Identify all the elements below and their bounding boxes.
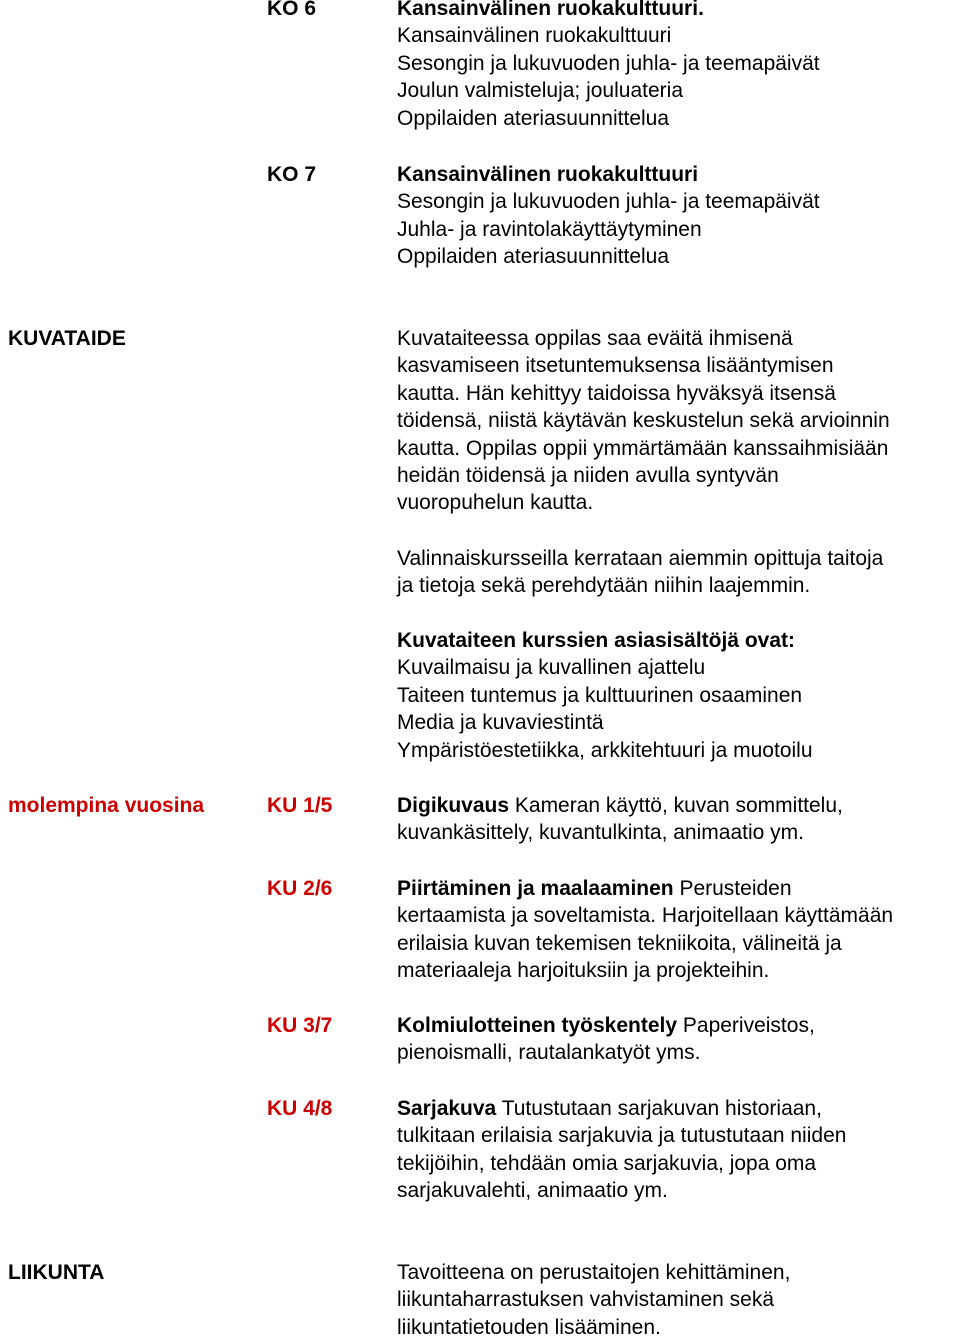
contents-item: Taiteen tuntemus ja kulttuurinen osaaminen	[397, 683, 803, 707]
course-text: Paperiveistos,	[677, 1014, 815, 1037]
course-ku4	[397, 1095, 846, 1205]
course-title: Kolmiulotteinen työskentely	[397, 1014, 678, 1037]
course-code-ku3: KU 3/7	[267, 1014, 333, 1037]
course-line	[397, 792, 843, 819]
course-line	[397, 1012, 815, 1039]
section-heading-liikunta: LIIKUNTA	[8, 1261, 105, 1284]
both-years-label: molempina vuosina	[8, 794, 205, 817]
course-text: Tutustutaan sarjakuvan historiaan,	[496, 1097, 822, 1120]
course-line: tekijöihin, tehdään omia sarjakuvia, jopa oma	[397, 1151, 817, 1175]
course-line: kertaamista ja soveltamista. Harjoitellaan käyttämään	[397, 904, 894, 928]
intro-line: vuoropuhelun kautta.	[397, 491, 594, 515]
ko7-content	[397, 161, 820, 271]
course-line: kuvankäsittely, kuvantulkinta, animaatio ym.	[397, 821, 804, 845]
liikunta-line: liikuntatietouden lisääminen.	[397, 1315, 661, 1339]
contents-item: Kuvailmaisu ja kuvallinen ajattelu	[397, 656, 706, 680]
kuvataide-contents	[397, 627, 813, 764]
kuvataide-intro	[397, 325, 890, 517]
elective-line: Valinnaiskursseilla kerrataan aiemmin opittuja taitoja	[397, 547, 884, 570]
elective-line: ja tietoja sekä perehdytään niihin laajemmin.	[397, 574, 811, 598]
course-line	[397, 875, 893, 902]
ko6-line: Kansainvälinen ruokakulttuuri	[397, 24, 672, 48]
section-heading-kuvataide: KUVATAIDE	[8, 327, 126, 350]
course-line: pienoismalli, rautalankatyöt yms.	[397, 1041, 701, 1065]
ko6-line: Oppilaiden ateriasuunnittelua	[397, 106, 670, 130]
course-ku3	[397, 1012, 815, 1067]
course-title: Sarjakuva	[397, 1097, 497, 1120]
course-line: materiaaleja harjoituksiin ja projekteihin.	[397, 959, 770, 983]
contents-heading: Kuvataiteen kurssien asiasisältöjä ovat:	[397, 629, 796, 652]
course-line: sarjakuvalehti, animaatio ym.	[397, 1179, 668, 1203]
ko6-title: Kansainvälinen ruokakulttuuri.	[397, 0, 704, 20]
liikunta-line: Tavoitteena on perustaitojen kehittäminen,	[397, 1261, 791, 1284]
course-code-ko6: KO 6	[267, 0, 317, 20]
course-title: Piirtäminen ja maalaaminen	[397, 877, 674, 900]
intro-line: heidän töidensä ja niiden avulla syntyvän	[397, 464, 779, 488]
intro-line: kautta. Hän kehittyy taidoissa hyväksyä itsensä	[397, 381, 836, 405]
intro-line: Kuvataiteessa oppilas saa eväitä ihmisenä	[397, 327, 793, 350]
intro-line: töidensä, niistä käytävän keskustelun sekä arvioinnin	[397, 409, 890, 433]
course-title: Digikuvaus	[397, 794, 510, 817]
kuvataide-elective	[397, 545, 883, 600]
course-code-ku4: KU 4/8	[267, 1097, 333, 1120]
contents-item: Ympäristöestetiikka, arkkitehtuuri ja muotoilu	[397, 738, 813, 762]
ko7-line: Juhla- ja ravintolakäyttäytyminen	[397, 217, 702, 241]
course-text: Kameran käyttö, kuvan sommittelu,	[509, 794, 843, 817]
ko7-line: Sesongin ja lukuvuoden juhla- ja teemapäivät	[397, 190, 820, 214]
contents-item: Media ja kuvaviestintä	[397, 711, 604, 735]
course-line: tulkitaan erilaisia sarjakuvia ja tutustutaan niiden	[397, 1124, 847, 1148]
course-ku2	[397, 875, 893, 985]
course-ku1	[397, 792, 843, 847]
course-code-ku1: KU 1/5	[267, 794, 333, 817]
liikunta-content	[397, 1259, 790, 1341]
ko6-content	[397, 0, 820, 132]
intro-line: kautta. Oppilas oppii ymmärtämään kanssaihmisiään	[397, 436, 889, 460]
course-code-ko7: KO 7	[267, 163, 317, 186]
ko6-line: Joulun valmisteluja; jouluateria	[397, 79, 683, 103]
ko7-line: Oppilaiden ateriasuunnittelua	[397, 245, 670, 269]
intro-line: kasvamiseen itsetuntemuksensa lisääntymisen	[397, 354, 834, 378]
ko6-line: Sesongin ja lukuvuoden juhla- ja teemapäivät	[397, 51, 820, 75]
course-text: Perusteiden	[673, 877, 792, 900]
ko7-title: Kansainvälinen ruokakulttuuri	[397, 163, 699, 186]
course-line	[397, 1095, 846, 1122]
course-code-ku2: KU 2/6	[267, 877, 333, 900]
liikunta-line: liikuntaharrastuksen vahvistaminen sekä	[397, 1288, 775, 1312]
course-line: erilaisia kuvan tekemisen tekniikoita, välineitä ja	[397, 931, 842, 955]
